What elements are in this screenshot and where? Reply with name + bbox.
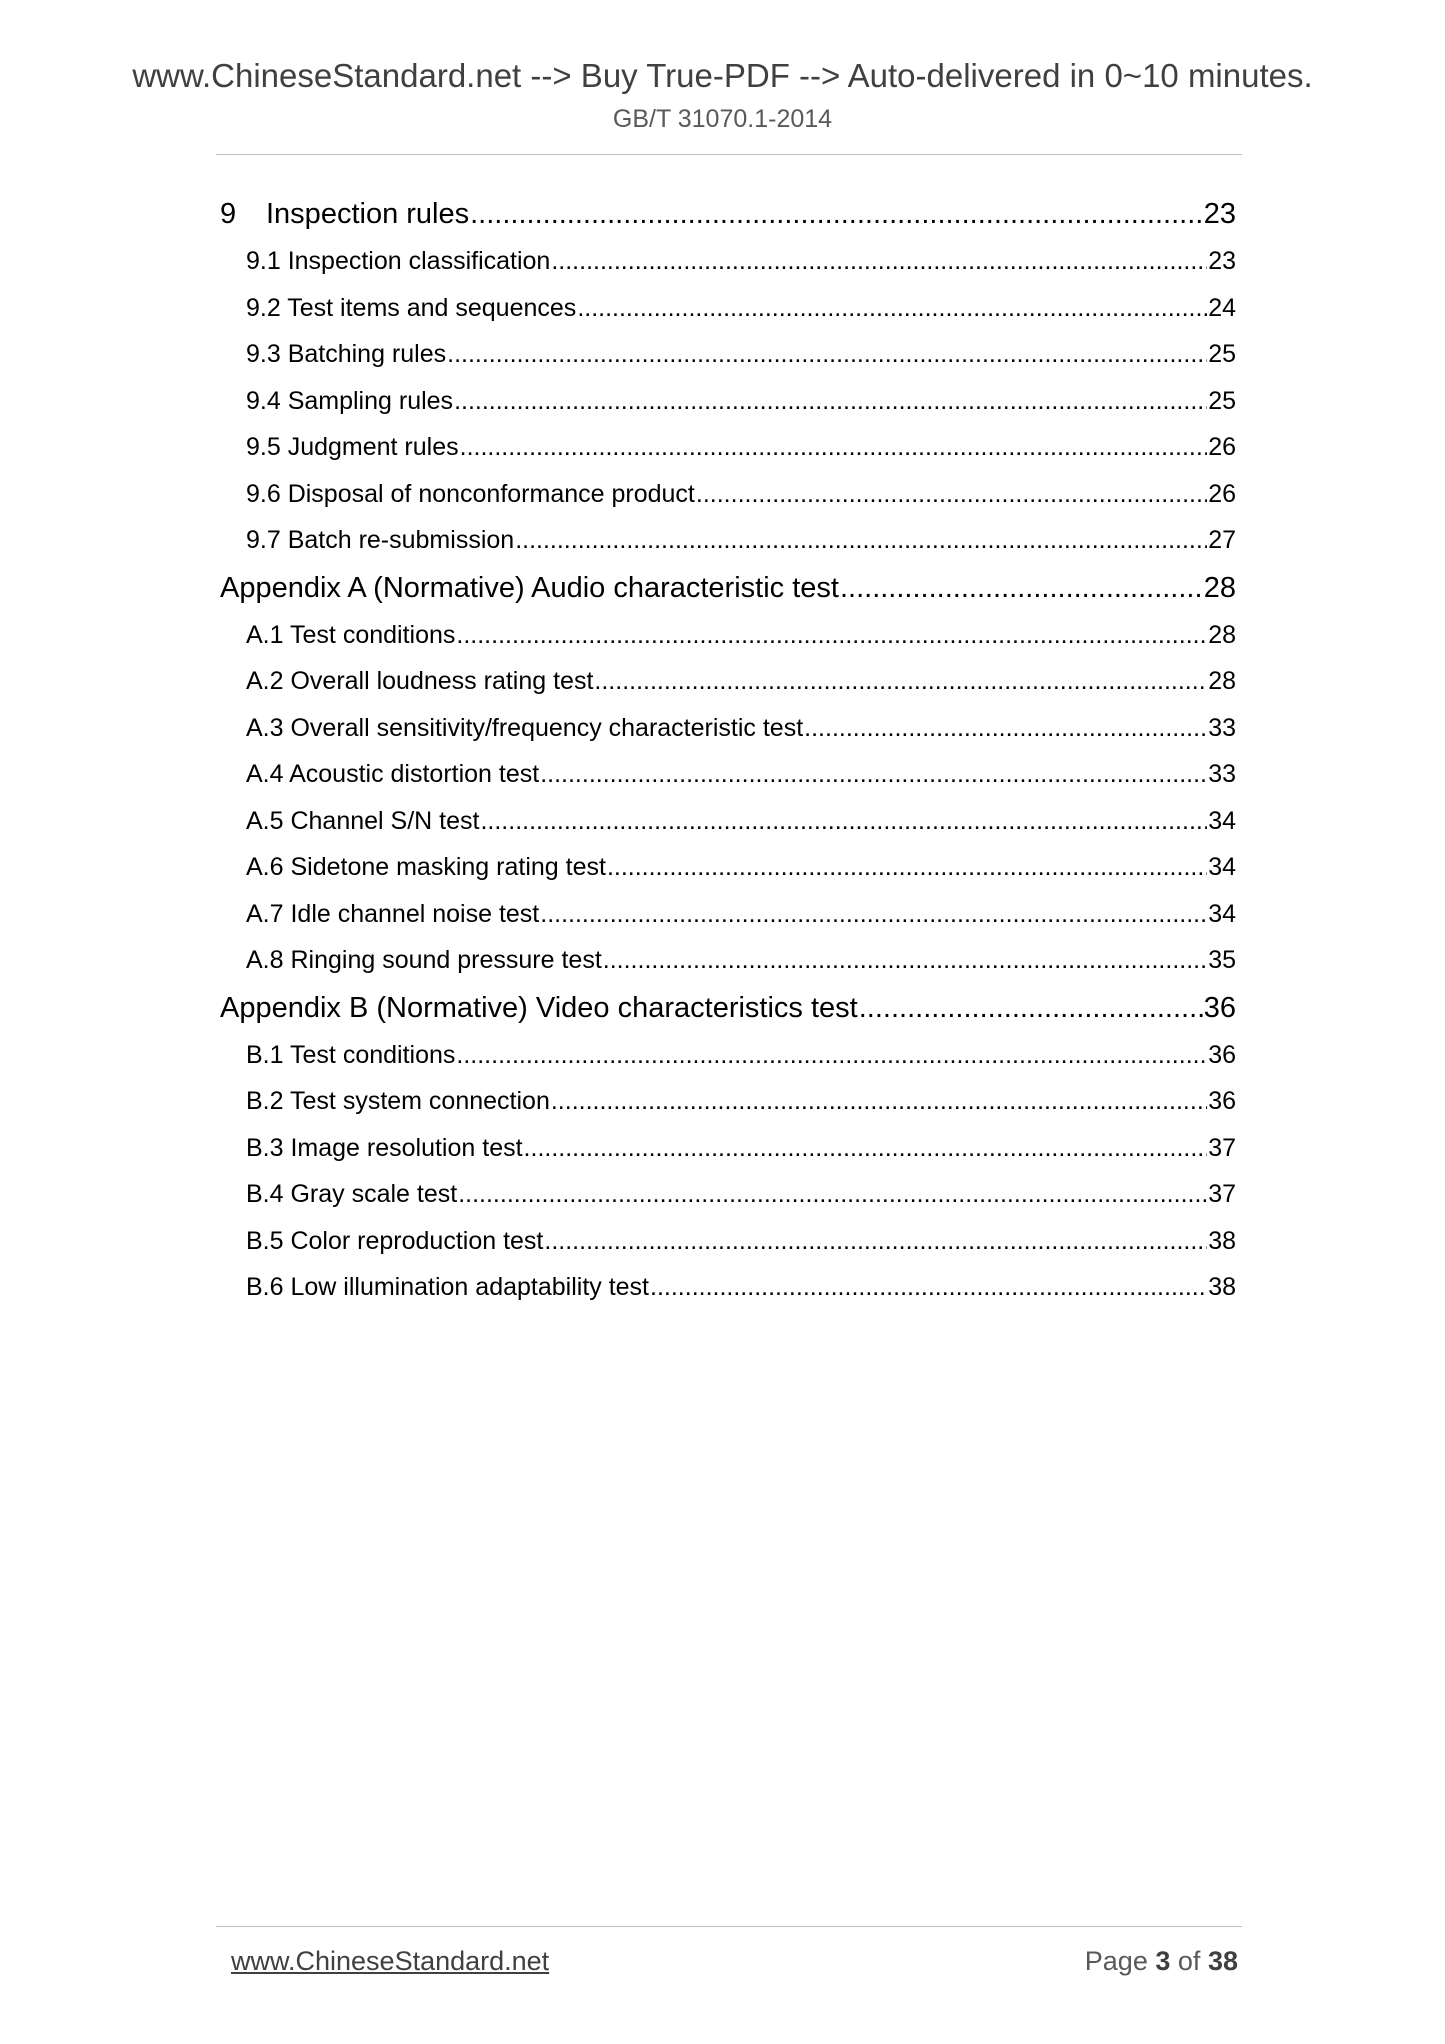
toc-entry-title: B.5 Color reproduction test <box>246 1226 544 1255</box>
toc-entry-page: 28 <box>1203 571 1236 604</box>
toc-entry-subsection[interactable] <box>220 238 1236 285</box>
toc-entry-subsection[interactable] <box>220 705 1236 752</box>
toc-entry-subsection[interactable] <box>220 331 1236 378</box>
toc-entry-title: 9.2 Test items and sequences <box>246 293 577 322</box>
toc-entry-title: 9.6 Disposal of nonconformance product <box>246 479 695 508</box>
toc-entry-page: 37 <box>1208 1180 1236 1208</box>
toc-entry-page: 36 <box>1203 991 1236 1024</box>
toc-entry-title: A.5 Channel S/N test <box>246 806 480 835</box>
toc-entry-page: 34 <box>1208 853 1236 881</box>
toc-entry-title: A.6 Sidetone masking rating test <box>246 853 606 881</box>
toc-entry-page: 25 <box>1208 386 1236 415</box>
toc-dot-leader <box>524 1125 1208 1172</box>
page-of-label: of <box>1177 1946 1201 1976</box>
toc-entry-title: Inspection rules <box>266 198 470 230</box>
toc-entry-title: A.4 Acoustic distortion test <box>246 760 540 788</box>
toc-entry-title: A.8 Ringing sound pressure test <box>246 946 602 974</box>
toc-entry-section[interactable] <box>220 565 1236 611</box>
table-of-contents <box>220 190 1236 1311</box>
toc-entry-page: 37 <box>1208 1133 1236 1162</box>
toc-dot-leader <box>447 331 1207 378</box>
toc-entry-page: 26 <box>1208 479 1236 508</box>
standard-code: GB/T 31070.1-2014 <box>612 105 833 133</box>
toc-entry-subsection[interactable] <box>220 1078 1236 1125</box>
toc-entry-subsection[interactable] <box>220 285 1236 332</box>
toc-entry-title: 9.3 Batching rules <box>246 340 447 368</box>
toc-dot-leader <box>515 517 1207 564</box>
toc-dot-leader <box>544 1218 1207 1265</box>
header-divider <box>216 154 1242 155</box>
toc-entry-title: Appendix B (Normative) Video characteristics test <box>220 991 858 1024</box>
toc-entry-page: 36 <box>1208 1040 1236 1069</box>
toc-entry-page: 28 <box>1208 667 1236 695</box>
toc-entry-title: 9.7 Batch re-submission <box>246 526 515 554</box>
toc-dot-leader <box>650 1264 1207 1311</box>
toc-entry-title: B.2 Test system connection <box>246 1087 550 1115</box>
toc-entry-page: 33 <box>1208 713 1236 742</box>
toc-entry-page: 26 <box>1208 433 1236 461</box>
toc-dot-leader <box>804 705 1207 752</box>
toc-dot-leader <box>551 238 1207 285</box>
toc-dot-leader <box>551 1078 1207 1125</box>
toc-entry-subsection[interactable] <box>220 1264 1236 1311</box>
toc-entry-subsection[interactable] <box>220 612 1236 659</box>
toc-entry-title: 9.1 Inspection classification <box>246 247 551 275</box>
toc-entry-page: 27 <box>1208 526 1236 554</box>
toc-entry-subsection[interactable] <box>220 1125 1236 1172</box>
toc-entry-subsection[interactable] <box>220 1032 1236 1079</box>
toc-entry-subsection[interactable] <box>220 751 1236 798</box>
toc-dot-leader <box>594 658 1207 705</box>
toc-entry-title: A.1 Test conditions <box>246 620 456 649</box>
toc-entry-title: A.2 Overall loudness rating test <box>246 667 594 695</box>
footer-site-link[interactable]: www.ChineseStandard.net <box>231 1946 550 1976</box>
toc-entry-subsection[interactable] <box>220 844 1236 891</box>
toc-dot-leader <box>840 565 1203 611</box>
page-number <box>1085 1944 1238 1978</box>
toc-dot-leader <box>540 751 1207 798</box>
page-label: Page <box>1084 1946 1148 1976</box>
toc-dot-leader <box>470 191 1203 237</box>
toc-entry-title: 9.5 Judgment rules <box>246 433 459 461</box>
page-total: 38 <box>1207 1946 1238 1976</box>
toc-entry-subsection[interactable] <box>220 424 1236 471</box>
toc-entry-section[interactable] <box>220 985 1236 1031</box>
footer-divider <box>216 1926 1242 1927</box>
toc-entry-title: B.4 Gray scale test <box>246 1180 458 1208</box>
toc-entry-title: A.3 Overall sensitivity/frequency characteristic test <box>246 713 804 742</box>
toc-entry-page: 38 <box>1208 1226 1236 1255</box>
toc-dot-leader <box>460 424 1208 471</box>
toc-entry-page: 34 <box>1208 899 1236 928</box>
toc-dot-leader <box>603 937 1207 984</box>
toc-entry-subsection[interactable] <box>220 891 1236 938</box>
toc-entry-page: 23 <box>1203 198 1236 230</box>
toc-dot-leader <box>480 798 1207 845</box>
toc-entry-subsection[interactable] <box>220 378 1236 425</box>
toc-entry-subsection[interactable] <box>220 658 1236 705</box>
toc-entry-page: 28 <box>1208 620 1236 649</box>
toc-entry-title: 9.4 Sampling rules <box>246 386 454 415</box>
toc-entry-subsection[interactable] <box>220 471 1236 518</box>
toc-entry-page: 25 <box>1208 340 1236 368</box>
toc-entry-page: 33 <box>1208 760 1236 788</box>
toc-entry-page: 24 <box>1208 293 1236 322</box>
toc-entry-page: 36 <box>1208 1087 1236 1115</box>
toc-entry-page: 34 <box>1208 806 1236 835</box>
toc-entry-number: 9 <box>220 198 237 230</box>
toc-entry-section[interactable] <box>220 191 1236 237</box>
toc-dot-leader <box>456 612 1207 659</box>
toc-entry-page: 38 <box>1208 1273 1236 1301</box>
toc-entry-subsection[interactable] <box>220 1171 1236 1218</box>
toc-dot-leader <box>456 1032 1207 1079</box>
toc-entry-subsection[interactable] <box>220 937 1236 984</box>
toc-dot-leader <box>696 471 1207 518</box>
toc-entry-subsection[interactable] <box>220 517 1236 564</box>
toc-dot-leader <box>458 1171 1207 1218</box>
toc-entry-page: 23 <box>1208 247 1236 275</box>
toc-entry-title: Appendix A (Normative) Audio characteristic test <box>220 571 839 604</box>
toc-dot-leader <box>607 844 1207 891</box>
toc-entry-subsection[interactable] <box>220 1218 1236 1265</box>
toc-entry-title: B.3 Image resolution test <box>246 1133 523 1162</box>
page-current: 3 <box>1155 1946 1171 1976</box>
toc-entry-subsection[interactable] <box>220 798 1236 845</box>
header-banner: www.ChineseStandard.net --> Buy True-PDF --> Auto-delivered in 0~10 minutes. <box>132 57 1313 94</box>
toc-dot-leader <box>859 985 1203 1031</box>
toc-dot-leader <box>454 378 1207 425</box>
toc-entry-title: A.7 Idle channel noise test <box>246 899 540 928</box>
toc-entry-title: B.1 Test conditions <box>246 1040 456 1069</box>
toc-dot-leader <box>577 285 1207 332</box>
toc-dot-leader <box>540 891 1207 938</box>
toc-entry-page: 35 <box>1208 946 1236 974</box>
toc-entry-title: B.6 Low illumination adaptability test <box>246 1273 650 1301</box>
